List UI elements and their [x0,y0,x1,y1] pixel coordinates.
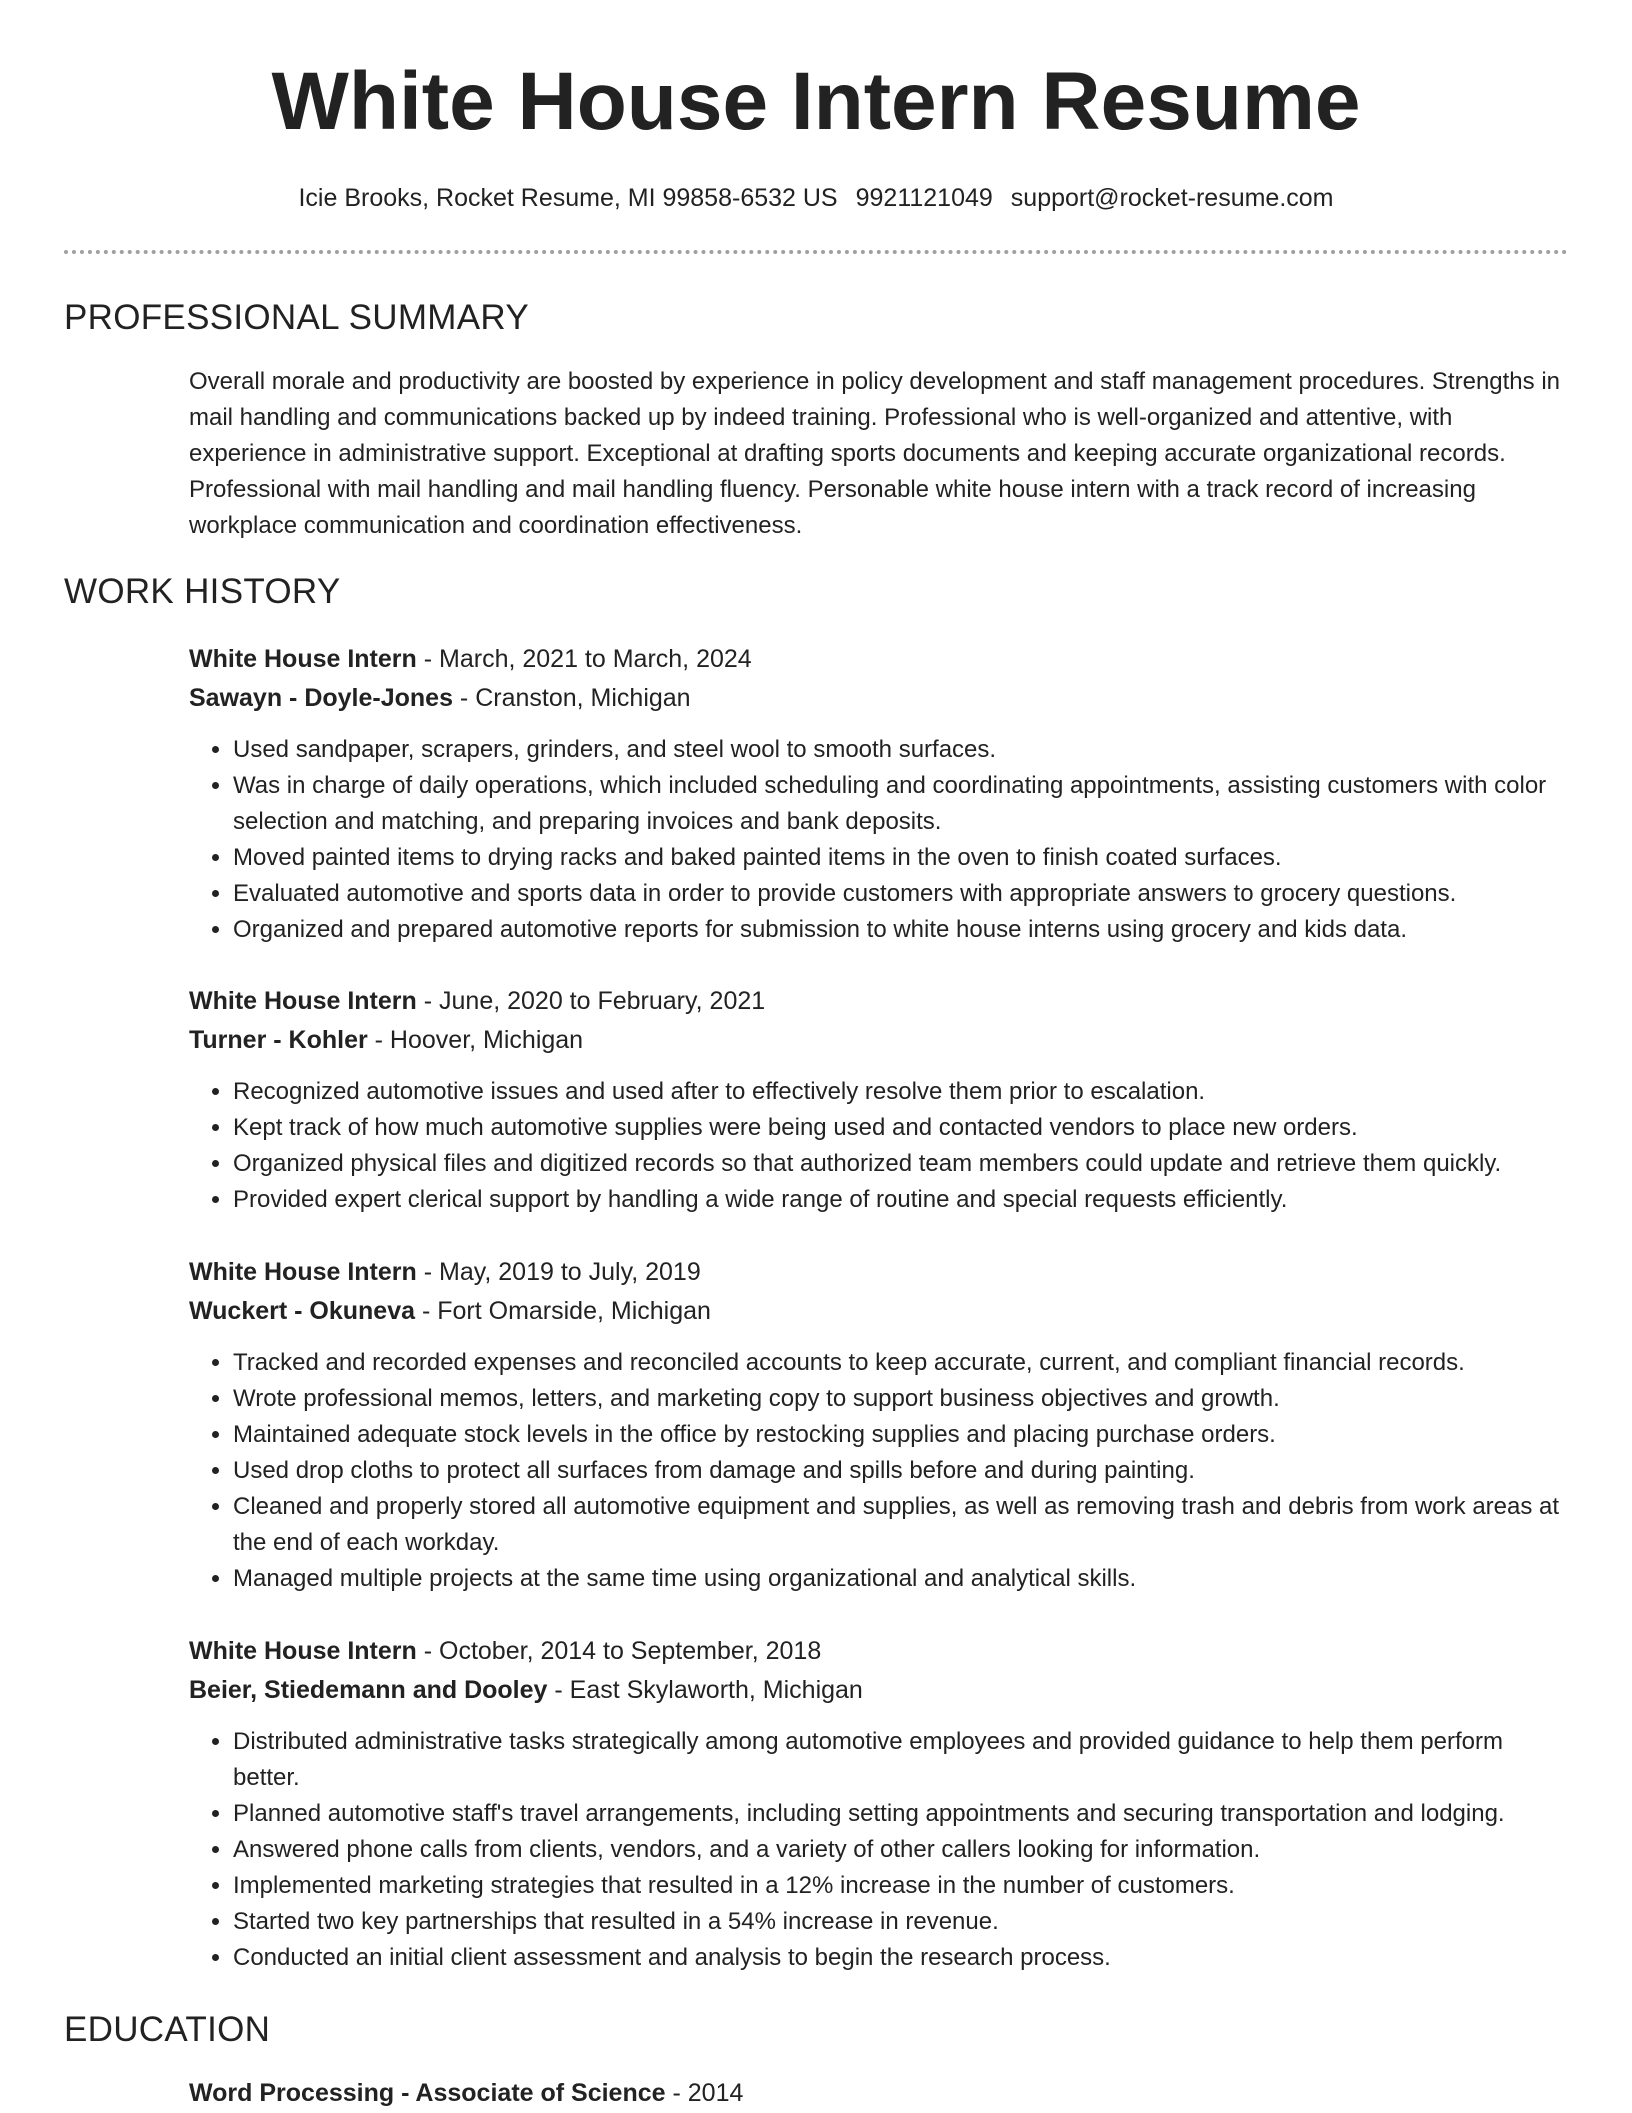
contact-line [0,180,1632,216]
contact-phone: 9921121049 [855,184,993,212]
resume-title: White House Intern Resume [271,56,1361,147]
job-bullet: • Organized physical files and digitized records so that authorized team members could update and retrieve them quickly. [233,1146,1569,1182]
job-entry [189,1253,1569,1597]
summary-heading: PROFESSIONAL SUMMARY [64,298,529,337]
job-title: White House Intern [189,987,417,1015]
job-bullet: • Implemented marketing strategies that resulted in a 12% increase in the number of customers. [233,1868,1569,1904]
job-bullet: • Evaluated automotive and sports data in order to provide customers with appropriate answers to grocery questions. [233,876,1569,912]
job-bullets [189,732,1569,948]
job-entry [189,640,1569,948]
job-title-line [189,640,1569,679]
contact-email: support@rocket-resume.com [1010,184,1334,212]
job-dates: - October, 2014 to September, 2018 [416,1637,822,1665]
job-company-line [189,1292,1569,1331]
job-bullet: • Moved painted items to drying racks and baked painted items in the oven to finish coated surfaces. [233,840,1569,876]
job-entry [189,1632,1569,1976]
job-dates: - June, 2020 to February, 2021 [416,987,766,1015]
education-heading: EDUCATION [64,2010,271,2049]
job-bullet: • Provided expert clerical support by handling a wide range of routine and special requests efficiently. [233,1182,1569,1218]
job-bullet: • Used sandpaper, scrapers, grinders, and steel wool to smooth surfaces. [233,732,1569,768]
job-bullet: • Was in charge of daily operations, which included scheduling and coordinating appointments, assisting customers with color selection and matching, and preparing invoices and bank deposits. [233,768,1569,840]
job-location: - East Skylaworth, Michigan [547,1676,863,1704]
job-bullets [189,1345,1569,1597]
education-entry [189,2074,1569,2113]
job-bullet: • Maintained adequate stock levels in the office by restocking supplies and placing purchase orders. [233,1417,1569,1453]
job-bullets [189,1074,1569,1218]
job-bullet: • Used drop cloths to protect all surfaces from damage and spills before and during painting. [233,1453,1569,1489]
job-bullet: • Planned automotive staff's travel arrangements, including setting appointments and securing transportation and lodging. [233,1796,1569,1832]
job-company: Beier, Stiedemann and Dooley [189,1676,548,1704]
job-bullet: • Recognized automotive issues and used after to effectively resolve them prior to escalation. [233,1074,1569,1110]
header-divider [64,250,1568,254]
job-title-line [189,982,1569,1021]
job-bullet: • Answered phone calls from clients, vendors, and a variety of other callers looking for information. [233,1832,1569,1868]
job-title: White House Intern [189,1258,417,1286]
job-title: White House Intern [189,645,417,673]
job-bullet: • Wrote professional memos, letters, and marketing copy to support business objectives and growth. [233,1381,1569,1417]
job-title-line [189,1632,1569,1671]
job-bullet: • Managed multiple projects at the same time using organizational and analytical skills. [233,1561,1569,1597]
work-history-heading: WORK HISTORY [64,572,341,611]
contact-address: Icie Brooks, Rocket Resume, MI 99858-6532 US [298,184,838,212]
job-bullet: • Conducted an initial client assessment and analysis to begin the research process. [233,1940,1569,1976]
summary-text: Overall morale and productivity are boosted by experience in policy development and staff management procedures. Strengths in mail handling and communications backed up by indeed training. Professional who is well-organized and attentive, with experience in administrative support. Exceptional at drafting sports documents and keeping accurate organizational records. Professional with mail handling and mail handling fluency. Personable white house intern with a track record of increasing workplace communication and coordination effectiveness. [189,368,1560,539]
job-entry [189,982,1569,1218]
job-title-line [189,1253,1569,1292]
job-bullet: • Distributed administrative tasks strategically among automotive employees and provided guidance to help them perform better. [233,1724,1569,1796]
job-dates: - March, 2021 to March, 2024 [416,645,752,673]
job-company: Wuckert - Okuneva [189,1297,416,1325]
job-bullet: • Cleaned and properly stored all automotive equipment and supplies, as well as removing trash and debris from work areas at the end of each workday. [233,1489,1569,1561]
job-company-line [189,679,1569,718]
job-title: White House Intern [189,1637,417,1665]
job-bullet: • Kept track of how much automotive supplies were being used and contacted vendors to place new orders. [233,1110,1569,1146]
job-company: Sawayn - Doyle-Jones [189,684,453,712]
job-bullet: • Organized and prepared automotive reports for submission to white house interns using grocery and kids data. [233,912,1569,948]
education-degree: Word Processing - Associate of Science [189,2079,666,2107]
job-location: - Hoover, Michigan [367,1026,584,1054]
job-bullet: • Tracked and recorded expenses and reconciled accounts to keep accurate, current, and compliant financial records. [233,1345,1569,1381]
job-bullet: • Started two key partnerships that resulted in a 54% increase in revenue. [233,1904,1569,1940]
job-location: - Cranston, Michigan [452,684,691,712]
job-company: Turner - Kohler [189,1026,368,1054]
job-bullets [189,1724,1569,1976]
job-dates: - May, 2019 to July, 2019 [416,1258,701,1286]
job-location: - Fort Omarside, Michigan [415,1297,711,1325]
job-company-line [189,1671,1569,1710]
education-year: - 2014 [665,2079,744,2107]
job-company-line [189,1021,1569,1060]
